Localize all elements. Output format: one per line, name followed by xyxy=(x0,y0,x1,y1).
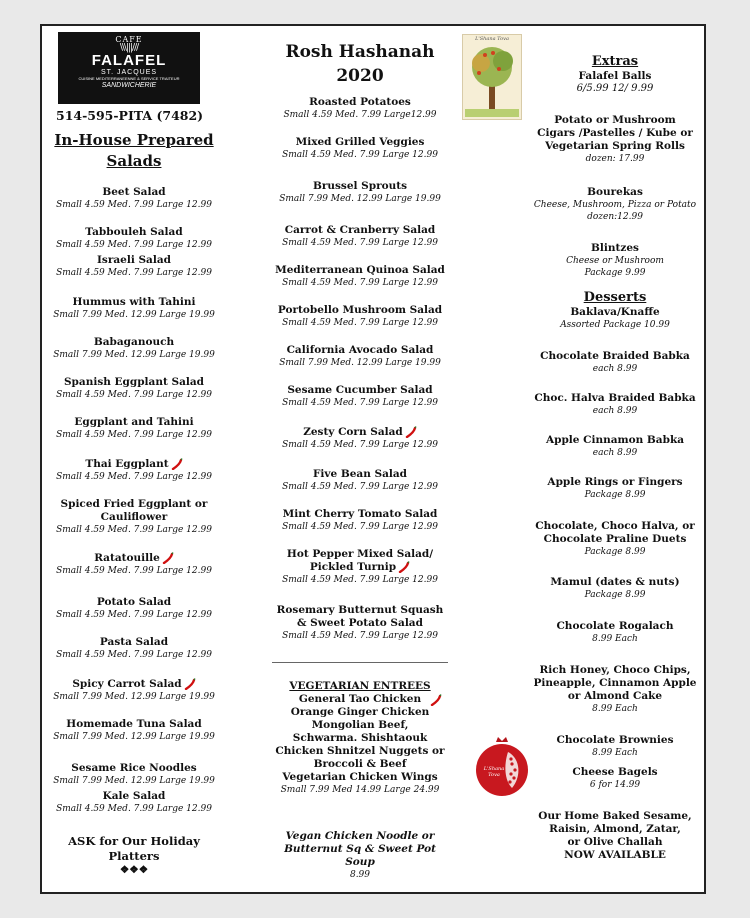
menu-title: Rosh Hashanah xyxy=(285,42,435,62)
list-item: Mint Cherry Tomato Salad Small 4.59 Med. 7.99 Large 12.99 xyxy=(282,508,438,532)
logo-sandwicherie: SANDWICHERIE xyxy=(101,82,157,89)
desserts-heading: Desserts xyxy=(583,290,647,305)
hot-pepper-icon xyxy=(405,426,417,438)
hot-pepper-icon xyxy=(162,552,174,564)
hot-pepper-icon xyxy=(171,458,183,470)
salads-heading-line1: In-House Prepared xyxy=(54,131,214,149)
ornament-icon: ❖❖❖ xyxy=(119,864,149,876)
list-item: Portobello Mushroom Salad Small 4.59 Med. 7.99 Large 12.99 xyxy=(277,304,443,328)
platters-note: ASK for Our Holiday Platters ❖❖❖ xyxy=(50,834,218,877)
list-item: Eggplant and Tahini Small 4.59 Med. 7.99 Large 12.99 xyxy=(56,416,212,440)
pomegranate-illustration xyxy=(474,736,530,798)
hot-pepper-icon xyxy=(430,694,442,706)
list-item: Apple Rings or Fingers Package 8.99 xyxy=(547,476,683,500)
logo-cafe-text: CAFE xyxy=(115,35,143,44)
desserts-section: Desserts Baklava/Knaffe Assorted Package 10.99 xyxy=(530,290,700,331)
list-item: Roasted Potatoes Small 4.59 Med. 7.99 Large12.99 xyxy=(283,96,437,120)
logo-name: FALAFEL xyxy=(91,52,167,69)
list-item: Potato or Mushroom Cigars /Pastelles / Kube or Vegetarian Spring Rolls dozen: 17.99 xyxy=(537,114,693,164)
pomegranate-label: L'Shana Tova xyxy=(483,766,505,778)
tree-illustration xyxy=(462,34,522,120)
list-item: Thai Eggplant Small 4.59 Med. 7.99 Large 12.99 xyxy=(56,458,212,482)
salads-heading-line2: Salads xyxy=(106,152,162,170)
list-item: Mediterranean Quinoa Salad Small 4.59 Med. 7.99 Large 12.99 xyxy=(275,264,445,288)
section-divider xyxy=(272,662,448,663)
list-item: Kale Salad Small 4.59 Med. 7.99 Large 12.99 xyxy=(56,790,212,814)
list-item: Potato Salad Small 4.59 Med. 7.99 Large 12.99 xyxy=(56,596,212,620)
list-item: California Avocado Salad Small 7.99 Med. 12.99 Large 19.99 xyxy=(279,344,441,368)
list-item: Cheese Bagels 6 for 14.99 xyxy=(572,766,658,790)
veg-heading: VEGETARIAN ENTREES xyxy=(289,680,431,692)
list-item: Chocolate Rogalach 8.99 Each xyxy=(556,620,674,644)
list-item: Blintzes Cheese or Mushroom Package 9.99 xyxy=(566,242,664,278)
list-item: Pasta Salad Small 4.59 Med. 7.99 Large 12.99 xyxy=(56,636,212,660)
list-item: Hot Pepper Mixed Salad/ Pickled Turnip Small 4.59 Med. 7.99 Large 12.99 xyxy=(282,548,438,585)
logo-rays-icon: \\\|||/// xyxy=(119,43,139,53)
list-item: Chocolate Brownies 8.99 Each xyxy=(556,734,674,758)
list-item: Zesty Corn Salad Small 4.59 Med. 7.99 Large 12.99 xyxy=(282,426,438,450)
list-item: Chocolate Braided Babka each 8.99 xyxy=(540,350,690,374)
list-item: Sesame Cucumber Salad Small 4.59 Med. 7.99 Large 12.99 xyxy=(282,384,438,408)
list-item: Apple Cinnamon Babka each 8.99 xyxy=(545,434,685,458)
vegetarian-entrees: VEGETARIAN ENTREES General Tao Chicken Orange Ginger Chicken Mongolian Beef, Schwarma. Shishtaouk Chicken Shnitzel Nuggets or Broccoli & Beef Vegetarian Chicken Wings Small 7.99 Med 14.99 Large 24.99 xyxy=(272,680,448,796)
phone-number: 514-595-PITA (7482) xyxy=(56,108,204,123)
menu-page xyxy=(40,24,706,894)
logo-tagline: CUISINE MEDITERRANEENNE & SERVICE TRAITEUR xyxy=(78,76,180,81)
middle-column xyxy=(272,40,448,890)
list-item: Mamul (dates & nuts) Package 8.99 xyxy=(550,576,680,600)
list-item: Spiced Fried Eggplant or Cauliflower Small 4.59 Med. 7.99 Large 12.99 xyxy=(56,498,212,535)
list-item: Babaganouch Small 7.99 Med. 12.99 Large 19.99 xyxy=(53,336,215,360)
list-item: Bourekas Cheese, Mushroom, Pizza or Potato dozen:12.99 xyxy=(533,186,697,222)
list-item: Spicy Carrot Salad Small 7.99 Med. 12.99 Large 19.99 xyxy=(53,678,215,702)
hot-pepper-icon xyxy=(398,561,410,573)
list-item: Ratatouille Small 4.59 Med. 7.99 Large 12.99 xyxy=(56,552,212,576)
list-item: Five Bean Salad Small 4.59 Med. 7.99 Large 12.99 xyxy=(282,468,438,492)
extras-section: Extras Falafel Balls 6/5.99 12/ 9.99 xyxy=(530,54,700,95)
list-item: Carrot & Cranberry Salad Small 4.59 Med. 7.99 Large 12.99 xyxy=(282,224,438,248)
tree-icon xyxy=(463,35,521,119)
list-item: Homemade Tuna Salad Small 7.99 Med. 12.99 Large 19.99 xyxy=(53,718,215,742)
right-column xyxy=(530,54,700,894)
left-column xyxy=(50,130,218,890)
menu-year: 2020 xyxy=(336,66,384,86)
list-item: Beet Salad Small 4.59 Med. 7.99 Large 12.99 xyxy=(56,186,212,210)
list-item: Brussel Sprouts Small 7.99 Med. 12.99 Large 19.99 xyxy=(279,180,441,204)
soup-item: Vegan Chicken Noodle or Butternut Sq & Sweet Pot Soup 8.99 xyxy=(284,830,436,880)
falafel-logo xyxy=(58,32,200,104)
challah-item: Our Home Baked Sesame, Raisin, Almond, Zatar, or Olive Challah NOW AVAILABLE xyxy=(538,810,692,861)
list-item: Tabbouleh Salad Small 4.59 Med. 7.99 Large 12.99 xyxy=(56,226,212,250)
hot-pepper-icon xyxy=(184,678,196,690)
list-item: Choc. Halva Braided Babka each 8.99 xyxy=(534,392,696,416)
logo-subname: ST. JACQUES xyxy=(100,69,158,76)
list-item: Hummus with Tahini Small 7.99 Med. 12.99 Large 19.99 xyxy=(53,296,215,320)
list-item: Israeli Salad Small 4.59 Med. 7.99 Large 12.99 xyxy=(56,254,212,278)
list-item: Mixed Grilled Veggies Small 4.59 Med. 7.99 Large 12.99 xyxy=(282,136,438,160)
list-item: Rosemary Butternut Squash & Sweet Potato Salad Small 4.59 Med. 7.99 Large 12.99 xyxy=(276,604,444,641)
extras-heading: Extras xyxy=(591,54,639,69)
list-item: Sesame Rice Noodles Small 7.99 Med. 12.99 Large 19.99 xyxy=(53,762,215,786)
list-item: Chocolate, Choco Halva, or Chocolate Praline Duets Package 8.99 xyxy=(535,520,695,557)
list-item: Spanish Eggplant Salad Small 4.59 Med. 7.99 Large 12.99 xyxy=(56,376,212,400)
tree-label: L'Shana Tova xyxy=(475,36,509,42)
list-item: Rich Honey, Choco Chips, Pineapple, Cinnamon Apple or Almond Cake 8.99 Each xyxy=(533,664,697,714)
